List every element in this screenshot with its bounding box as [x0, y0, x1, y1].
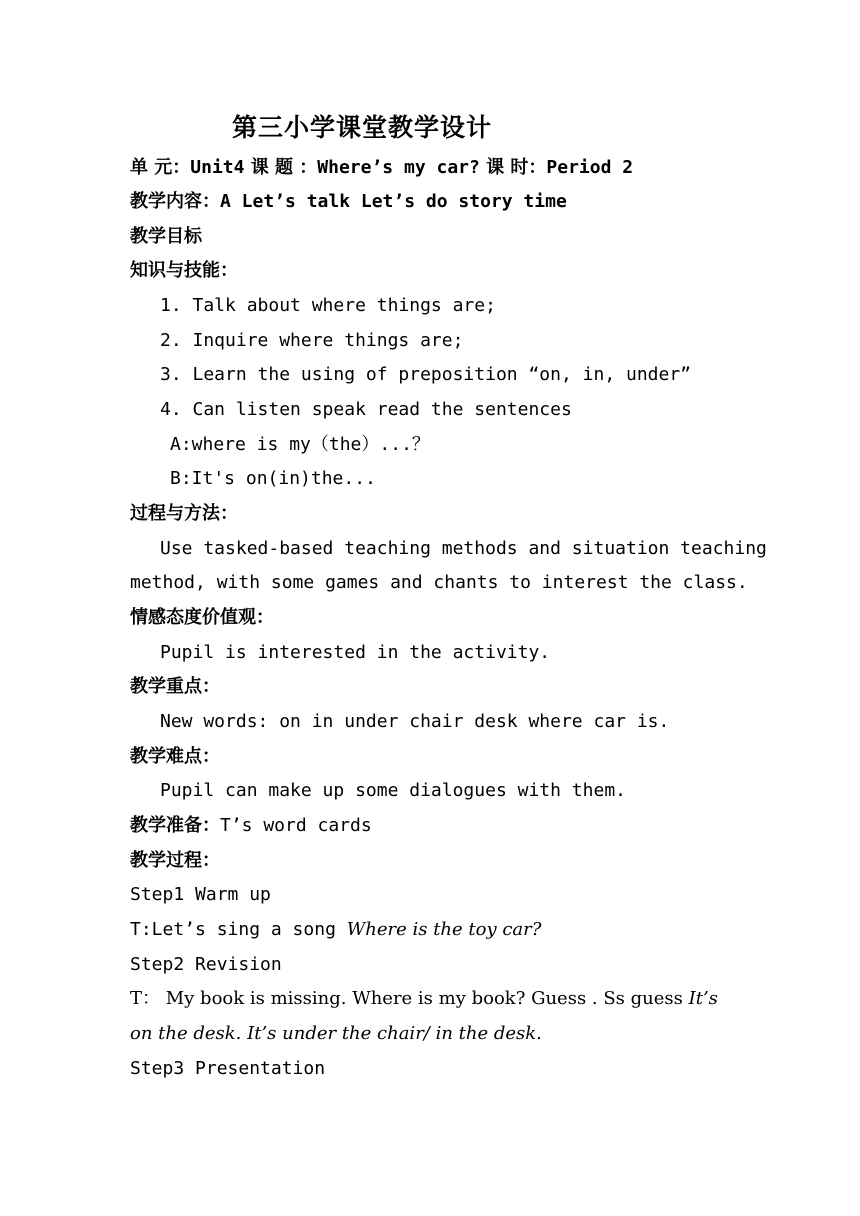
- header-line: [130, 156, 633, 180]
- step2-italic-start: It’s: [688, 988, 718, 1009]
- content-value: A Let’s talk Let’s do story time: [220, 191, 567, 212]
- content-label: 教学内容：: [130, 191, 220, 212]
- process-line-2: method, with some games and chants to interest the class.: [130, 572, 748, 593]
- period-value: Period 2: [546, 157, 634, 178]
- step2-line-1: [130, 987, 718, 1011]
- step2-heading: Step2 Revision: [130, 954, 282, 975]
- process-line-1: Use tasked-based teaching methods and situation teaching: [160, 538, 767, 559]
- step2-text: T： My book is missing. Where is my book? Guess . Ss guess: [130, 988, 689, 1009]
- step1-heading: Step1 Warm up: [130, 884, 271, 905]
- difficulties-heading: 教学难点：: [130, 746, 220, 767]
- topic-value: Where’s my car?: [317, 157, 480, 178]
- difficulties-line: Pupil can make up some dialogues with them.: [160, 780, 626, 801]
- preparation-line: [130, 814, 372, 838]
- period-label: 课 时：: [479, 157, 547, 178]
- unit-label: 单 元：: [130, 157, 191, 178]
- step2-line-2: on the desk. It’s under the chair/ in the desk.: [130, 1023, 542, 1044]
- dialogue-line-a: A:where is my（the）...？: [170, 434, 430, 455]
- goals-heading: 教学目标: [130, 226, 202, 247]
- step3-heading: Step3 Presentation: [130, 1058, 326, 1079]
- process-heading: 过程与方法：: [130, 503, 238, 524]
- step1-line: [130, 918, 541, 942]
- knowledge-heading: 知识与技能：: [130, 260, 238, 281]
- key-points-heading: 教学重点：: [130, 676, 220, 697]
- emotion-line: Pupil is interested in the activity.: [160, 642, 551, 663]
- emotion-heading: 情感态度价值观：: [130, 607, 274, 628]
- dialogue-line-b: B:It's on(in)the...: [170, 468, 376, 489]
- song-title: Where is the toy car?: [346, 919, 542, 940]
- knowledge-item-1: 1. Talk about where things are;: [160, 295, 496, 316]
- content-line: [130, 190, 567, 214]
- topic-label: 课 题 ：: [244, 157, 318, 178]
- knowledge-item-2: 2. Inquire where things are;: [160, 330, 464, 351]
- preparation-label: 教学准备：: [130, 815, 220, 836]
- knowledge-item-3: 3. Learn the using of preposition “on, in, under”: [160, 364, 692, 385]
- key-points-line: New words: on in under chair desk where car is.: [160, 711, 670, 732]
- step1-text: T:Let’s sing a song: [130, 919, 347, 940]
- unit-value: Unit4: [190, 157, 245, 178]
- preparation-value: T’s word cards: [220, 815, 372, 836]
- knowledge-item-4: 4. Can listen speak read the sentences: [160, 399, 572, 420]
- procedure-heading: 教学过程：: [130, 850, 220, 871]
- page-title: 第三小学课堂教学设计: [232, 113, 493, 142]
